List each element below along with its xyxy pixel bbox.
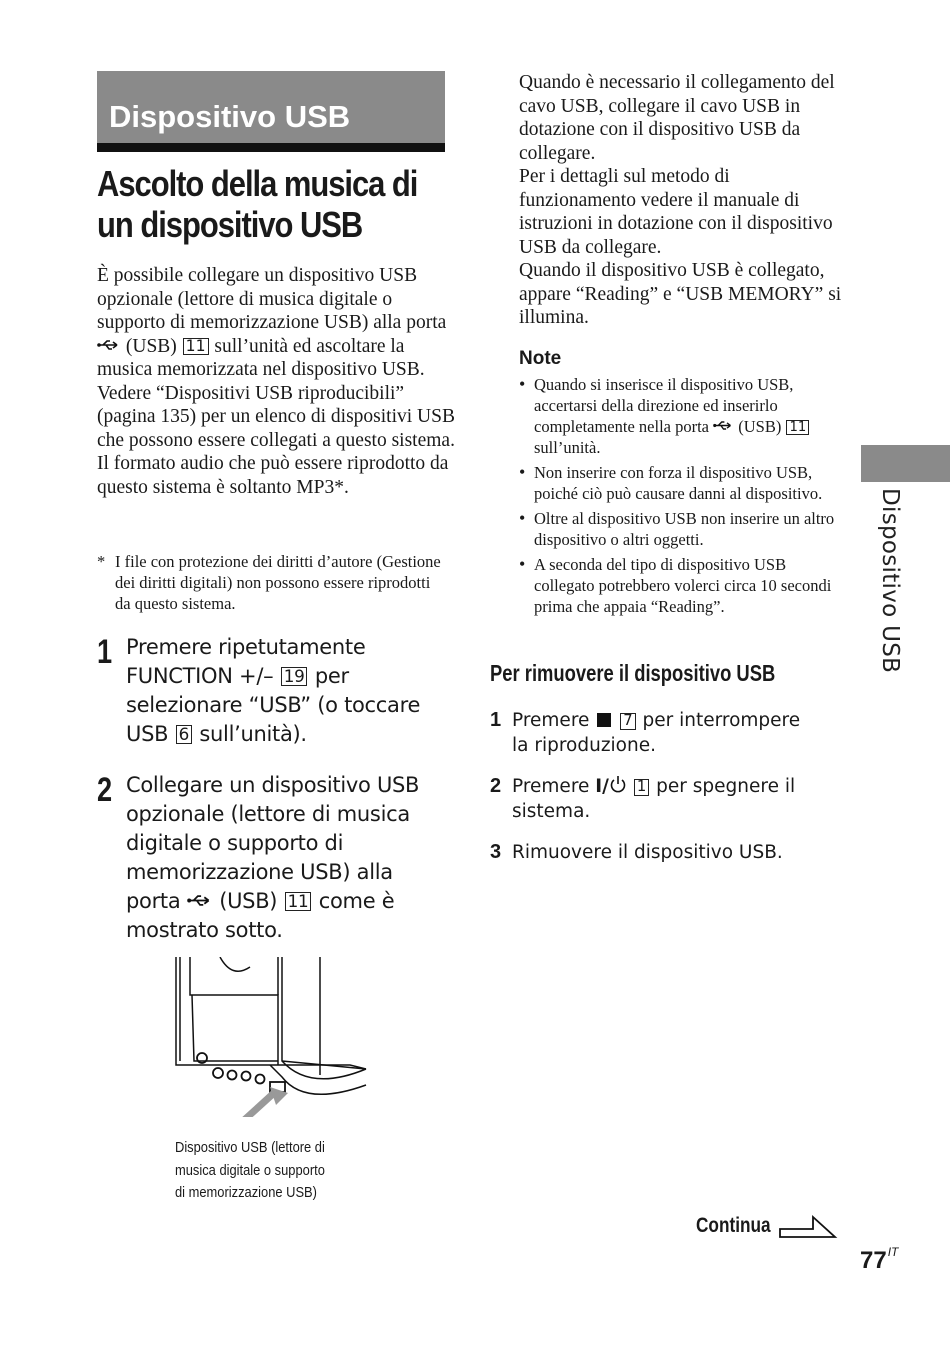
note1-text-b: (USB) [738,417,782,436]
callout-number: 11 [285,892,312,911]
step-1 [97,633,452,749]
callout-number: 7 [620,713,635,730]
page-number [860,1245,898,1275]
callout-number: 19 [281,667,308,686]
note1-text-a: Quando si inserisce il dispositivo USB, accertarsi della direzione ed inserirlo completamente nella porta [534,375,794,436]
step-number: 2 [97,771,113,809]
usb-icon [97,339,121,351]
note-item [519,374,839,458]
step-number: 1 [490,709,502,731]
step1-text-c: sull’unità). [199,722,307,746]
right-paragraph-2: Per i dettagli sul metodo di funzionamento vedere il manuale di istruzioni in dotazione con il dispositivo USB da collegare. [519,166,833,258]
section-banner-label: Dispositivo USB [109,99,351,134]
step-number: 3 [490,841,502,863]
section-banner [97,71,445,152]
usb-connection-illustration [170,957,370,1117]
step-text [126,633,452,749]
footnote-marker: * [97,552,106,571]
step-text [512,708,820,758]
power-symbol-text: I/ [595,776,609,797]
step-text [126,771,452,945]
step-text [512,774,820,824]
power-icon [609,775,627,795]
notes-heading: Note [519,348,562,369]
step2-text-c: come è mostrato sotto. [126,889,395,942]
callout-number: 11 [786,420,809,435]
page-title-line2: un dispositivo USB [97,204,363,245]
continue-label: Continua [696,1214,771,1237]
caption-line-1: Dispositivo USB (lettore di [175,1139,325,1156]
intro-text-b: (USB) [125,335,177,357]
page-title [97,163,458,245]
remove-heading: Per rimuovere il dispositivo USB [490,660,776,686]
right-paragraph-1: Quando è necessario il collegamento del cavo USB, collegare il cavo USB in dotazione con il dispositivo USB da collegare. [519,72,835,164]
step2-text-b: (USB) [219,889,278,913]
remove-step2-text-a: Premere [512,776,590,797]
intro-text-c: sull’unità ed ascoltare la musica memorizzata nel dispositivo USB. Vedere “Dispositivi USB riproducibili” (pagina 135) per un elenco di dispositivi USB che possono essere collegati a questo sistema. [97,335,455,451]
page-suffix: IT [887,1245,899,1259]
note-item: • Oltre al dispositivo USB non inserire un altro dispositivo o altri oggetti. [519,508,839,550]
step-text: Rimuovere il dispositivo USB. [512,842,783,863]
footnote-text: I file con protezione dei diritti d’autore (Gestione dei diritti digitali) non possono essere riprodotti da questo sistema. [115,552,441,613]
callout-number: 11 [183,338,209,356]
remove-step-1 [490,708,820,758]
step-number: 1 [97,633,113,671]
right-intro-text [519,71,849,330]
note1-text-c: sull’unità. [534,438,601,457]
remove-step-2 [490,774,820,824]
continue-arrow-icon [778,1214,838,1240]
intro-paragraph-2: Il formato audio che può essere riprodotto da questo sistema è soltanto MP3*. [97,453,449,498]
page-title-line1: Ascolto della musica di [97,163,418,204]
callout-number: 6 [176,725,192,744]
caption-line-2: musica digitale o supporto [175,1161,325,1179]
notes-list [519,374,839,621]
stop-icon [597,713,611,727]
footnote [97,551,447,614]
note-item: • Non inserire con forza il dispositivo USB, poiché ciò può causare danni al dispositivo. [519,462,839,504]
caption-line-3: di memorizzazione USB) [175,1184,317,1201]
step-2 [97,771,452,945]
step1-text-a: Premere ripetutamente FUNCTION +/– [126,635,366,688]
callout-number: 1 [634,779,649,796]
remove-step-3 [490,840,820,865]
remove-step2-text-b: per spegnere il sistema. [512,776,796,822]
step1-text-b: per selezionare “USB” (o toccare USB [126,664,421,746]
usb-icon [187,894,213,907]
remove-step1-text-a: Premere [512,710,590,731]
right-paragraph-3: Quando il dispositivo USB è collegato, appare “Reading” e “USB MEMORY” si illumina. [519,260,842,328]
intro-text-a: È possibile collegare un dispositivo USB opzionale (lettore di musica digitale o supporto di memorizzazione USB) alla porta [97,265,447,333]
side-tab-label: Dispositivo USB [877,488,903,674]
intro-paragraph-1 [97,264,457,452]
page-number-value: 77 [860,1247,887,1274]
step2-text-a: Collegare un dispositivo USB opzionale (lettore di musica digitale o supporto di memorizzazione USB) alla porta [126,773,420,913]
remove-step1-text-b: per interrompere la riproduzione. [512,710,801,756]
step-number: 2 [490,775,502,797]
note-item: • A seconda del tipo di dispositivo USB collegato potrebbero volerci circa 10 secondi prima che appaia “Reading”. [519,554,839,617]
intro-text [97,264,457,499]
usb-icon [713,420,734,431]
illustration-caption [175,1137,373,1205]
side-tab-marker [861,445,950,482]
